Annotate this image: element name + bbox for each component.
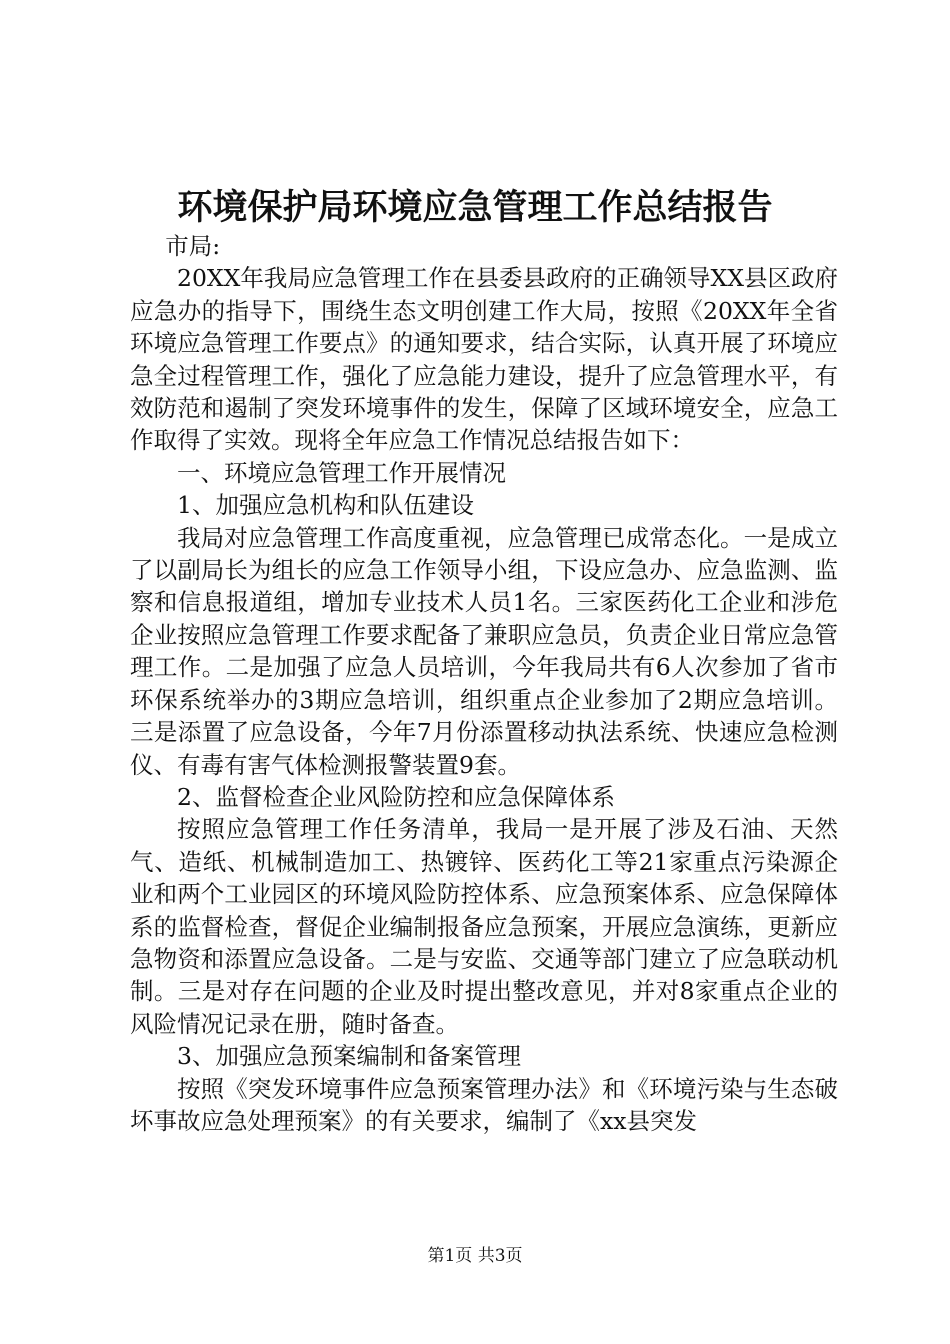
section-heading: 一、环境应急管理工作开展情况 [177, 458, 506, 487]
paragraph: 按照应急管理工作任务清单，我局一是开展了涉及石油、天然气、造纸、机械制造加工、热镀锌、医药化工等21家重点污染源企业和两个工业园区的环境风险防控体系、应急预案体系、应急保障体系的监督检查，督促企业编制报备应急预案，开展应急演练，更新应急物资和添置应急设备。二是与安监、交通等部门建立了应急联动机制。三是对存在问题的企业及时提出整改意见，并对8家重点企业的风险情况记录在册，随时备查。 [130, 815, 838, 1038]
subsection-heading: 1、加强应急机构和队伍建设 [177, 491, 474, 520]
paragraph-intro: 20XX年我局应急管理工作在县委县政府的正确领导XX县区政府应急办的指导下，围绕生态文明创建工作大局，按照《20XX年全省环境应急管理工作要点》的通知要求，结合实际，认真开展了环境应急全过程管理工作，强化了应急能力建设，提升了应急管理水平，有效防范和遏制了突发环境事件的发生，保障了区域环境安全，应急工作取得了实效。现将全年应急工作情况总结报告如下： [130, 264, 838, 455]
page-number-footer: 第1页 共3页 [427, 1246, 523, 1266]
document-body [130, 230, 838, 1137]
subsection-heading: 2、监督检查企业风险防控和应急保障体系 [177, 782, 615, 811]
subsection-heading: 3、加强应急预案编制和备案管理 [177, 1042, 521, 1071]
paragraph: 按照《突发环境事件应急预案管理办法》和《环境污染与生态破坏事故应急处理预案》的有关要求，编制了《xx县突发 [130, 1074, 838, 1135]
document-title: 环境保护局环境应急管理工作总结报告 [177, 187, 773, 228]
paragraph: 我局对应急管理工作高度重视，应急管理已成常态化。一是成立了以副局长为组长的应急工作领导小组，下设应急办、应急监测、监察和信息报道组，增加专业技术人员1名。三家医药化工企业和涉危企业按照应急管理工作要求配备了兼职应急员，负责企业日常应急管理工作。二是加强了应急人员培训，今年我局共有6人次参加了省市环保系统举办的3期应急培训，组织重点企业参加了2期应急培训。三是添置了应急设备，今年7月份添置移动执法系统、快速应急检测仪、有毒有害气体检测报警装置9套。 [130, 523, 838, 779]
salutation: 市局: [165, 232, 221, 260]
